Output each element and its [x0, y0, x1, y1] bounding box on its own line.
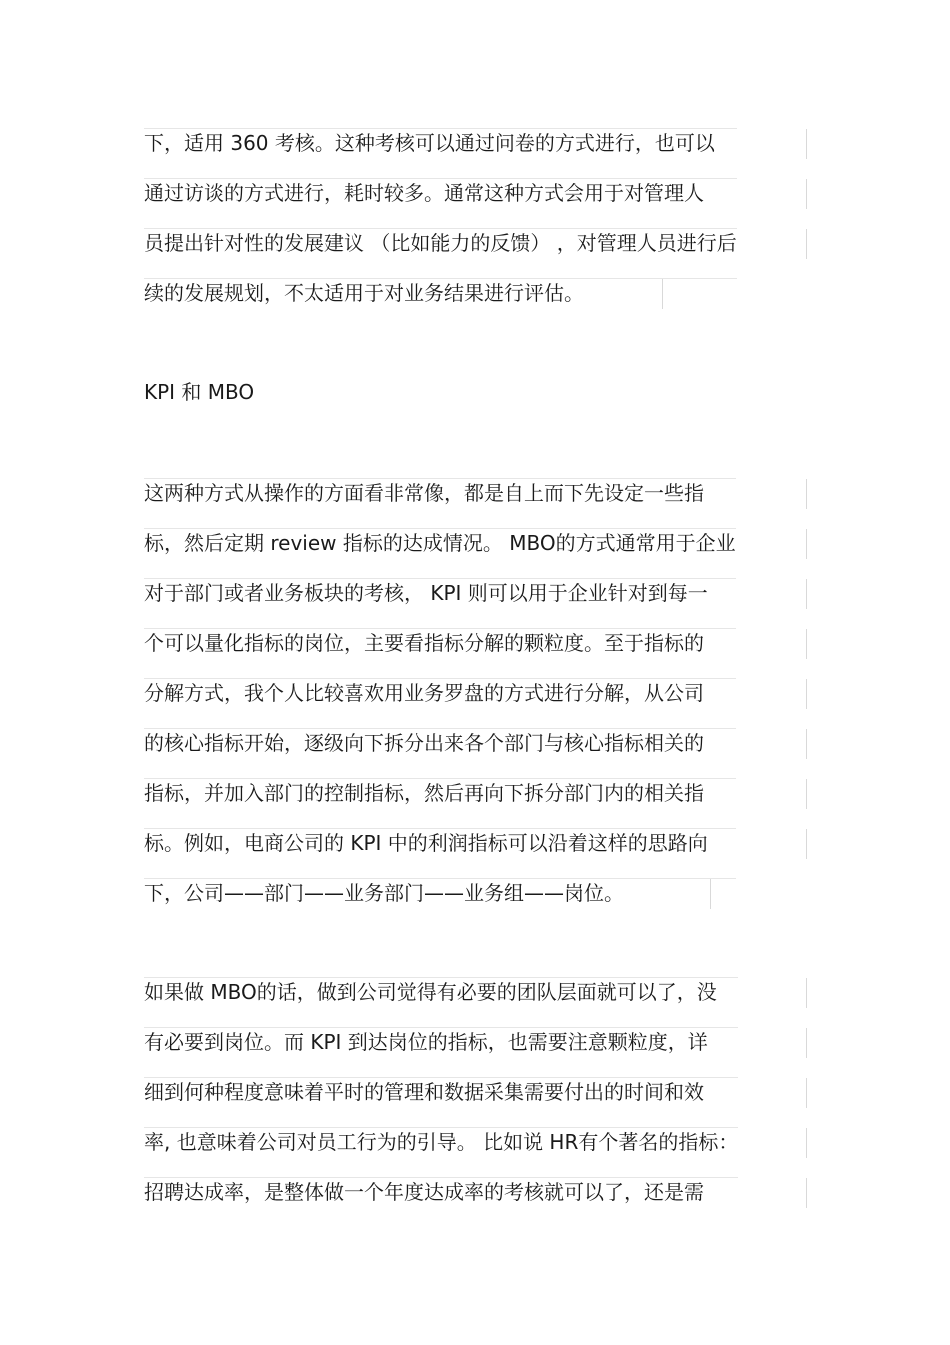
text-line: 指标，并加入部门的控制指标，然后再向下拆分部门内的相关指 [144, 778, 736, 828]
text-line: 率, 也意味着公司对员工行为的引导。 比如说 HR有个著名的指标： [144, 1127, 738, 1177]
text-line: 分解方式，我个人比较喜欢用业务罗盘的方式进行分解，从公司 [144, 678, 736, 728]
text-line: 招聘达成率，是整体做一个年度达成率的考核就可以了，还是需 [144, 1177, 738, 1227]
text-line: 个可以量化指标的岗位，主要看指标分解的颗粒度。至于指标的 [144, 628, 736, 678]
text-line: 续的发展规划，不太适用于对业务结果进行评估。 [144, 278, 737, 328]
paragraph-360-review [144, 128, 737, 328]
paragraph-kpi-mbo [144, 478, 736, 928]
text-line: 细到何种程度意味着平时的管理和数据采集需要付出的时间和效 [144, 1077, 738, 1127]
text-line: 员提出针对性的发展建议 （比如能力的反馈） ，对管理人员进行后 [144, 228, 737, 278]
text-line: 下，适用 360 考核。这种考核可以通过问卷的方式进行，也可以 [144, 128, 737, 178]
text-line: 如果做 MBO的话，做到公司觉得有必要的团队层面就可以了，没 [144, 977, 738, 1027]
text-line: 通过访谈的方式进行，耗时较多。通常这种方式会用于对管理人 [144, 178, 737, 228]
section-heading: KPI 和 MBO [144, 380, 255, 404]
text-line: 下，公司——部门——业务部门——业务组——岗位。 [144, 878, 736, 928]
text-line: 对于部门或者业务板块的考核， KPI 则可以用于企业针对到每一 [144, 578, 736, 628]
text-line: 这两种方式从操作的方面看非常像，都是自上而下先设定一些指 [144, 478, 736, 528]
text-line: 有必要到岗位。而 KPI 到达岗位的指标，也需要注意颗粒度，详 [144, 1027, 738, 1077]
paragraph-granularity [144, 977, 738, 1227]
text-line: 的核心指标开始，逐级向下拆分出来各个部门与核心指标相关的 [144, 728, 736, 778]
text-line: 标。例如，电商公司的 KPI 中的利润指标可以沿着这样的思路向 [144, 828, 736, 878]
text-line: 标，然后定期 review 指标的达成情况。 MBO的方式通常用于企业 [144, 528, 736, 578]
